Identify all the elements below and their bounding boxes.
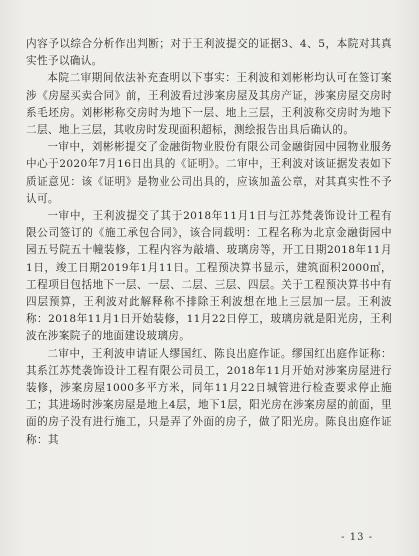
paragraph-evidence-confirmation: 内容予以综合分析作出判断；对于王利波提交的证据3、4、5，本院对其真实性予以确认。 [26,38,392,68]
paragraph-witness-testimony: 二审中，王利波申请证人缪国红、陈良出庭作证。缪国红出庭作证称：其系江苏梵袭饰设计工程有限公司员工，2018年11月开始对涉案房屋进行装修，涉案房屋1000多平方米，同年11月22日城管进行检查要求停止施工；其进场时涉案房屋是地上4层，地下1层，阳光房在涉案房屋的前面，里面的房子没有进行施工，只是弄了外面的房子，做了阳光房。陈良出庭作证称：其 [26,347,392,446]
judgment-body [26,36,392,449]
paragraph-second-instance-facts: 本院二审期间依法补充查明以下事实：王利波和刘彬彬均认可在签订案涉《房屋买卖合同》前，王利波看过涉案房屋及其房产证，涉案房屋交房时系毛坯房。刘彬彬称交房时为地下一层、地上三层，王利波称交房时为地下二层、地上三层，其收房时发现面积超标，测绘报告出具后确认的。 [26,72,392,137]
paragraph-construction-contract: 一审中，王利波提交了其于2018年11月1日与江苏梵袭饰设计工程有限公司签订的《施工承包合同》，该合同载明：工程名称为北京金融街园中园五号院五十幢装修，工程内容为敲墙、玻璃房等，开工日期2018年11月1日，竣工日期2019年1月11日。工程预决算书显示，建筑面积2000㎡，工程项目包括地下一层、一层、二层、三层、四层。关于工程预决算书中有四层预算，王利波对此解释称不排除王利波想在地上三层加一层。王利波称：2018年11月1日开始装修，11月22日停工，玻璃房就是阳光房，王利波在涉案院子的地面建设玻璃房。 [26,210,392,343]
paragraph-property-certificate: 一审中，刘彬彬提交了金融街物业股份有限公司金融街园中园物业服务中心于2020年7月16日出具的《证明》。二审中，王利波对该证据发表如下质证意见：该《证明》是物业公司出具的，应该加盖公章，对其真实性不予认可。 [26,141,392,205]
page-number: - 13 - [341,532,373,543]
